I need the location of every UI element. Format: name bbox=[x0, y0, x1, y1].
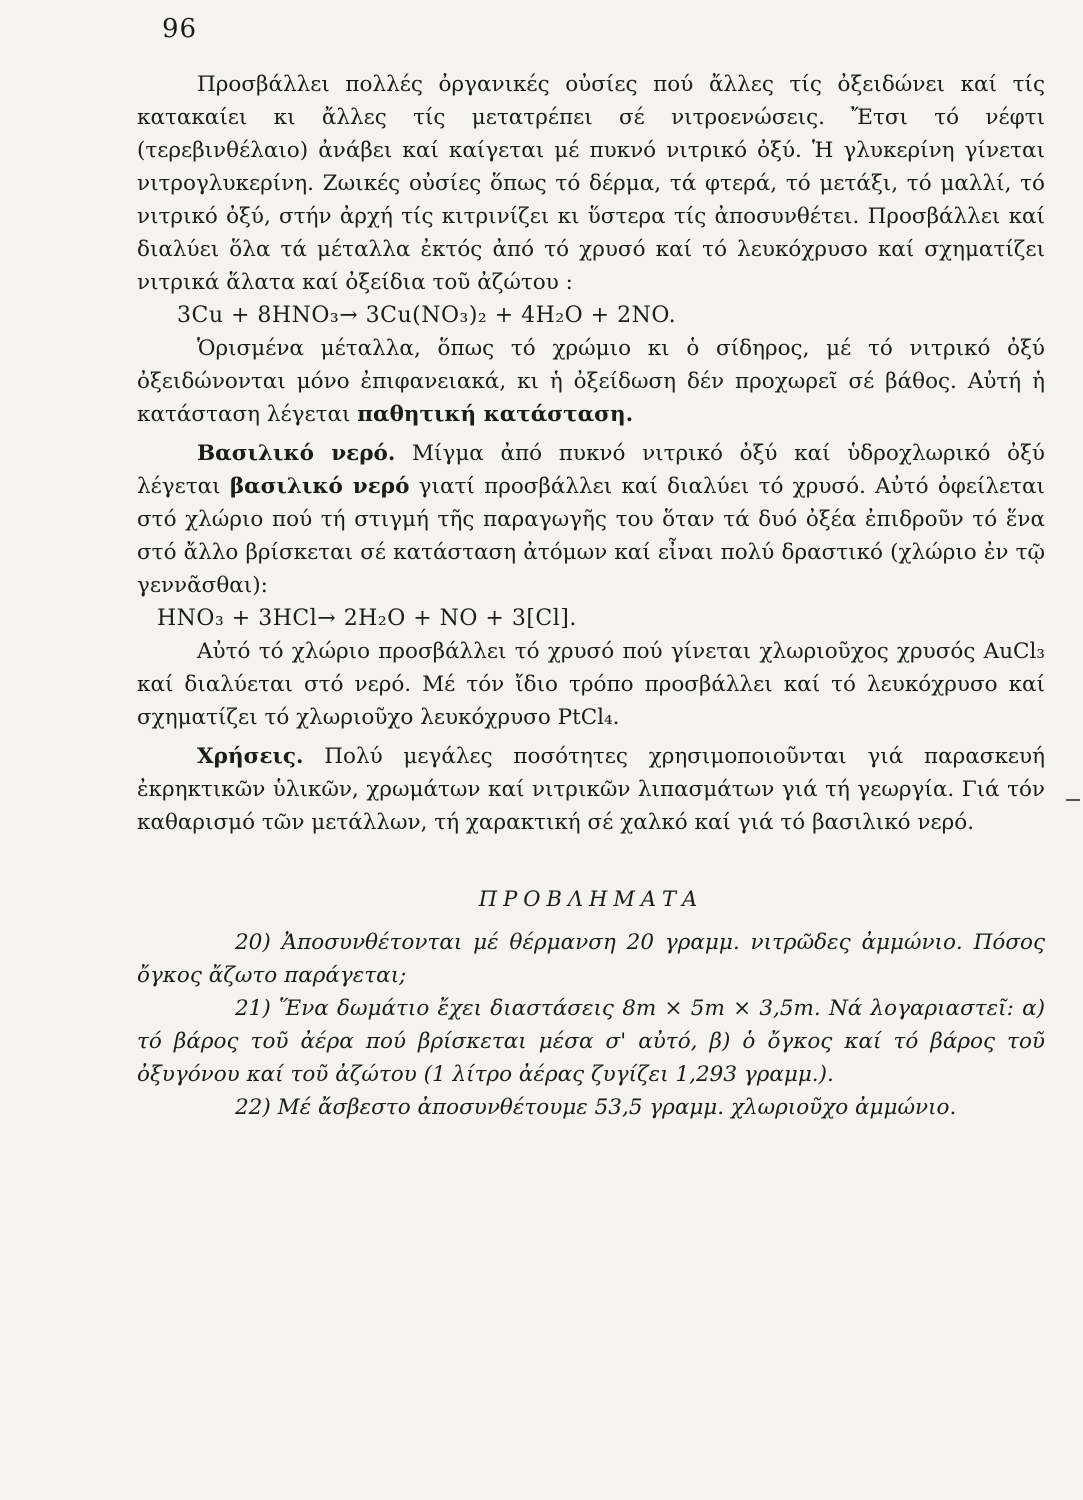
uses-text: Πολύ μεγάλες ποσότητες χρησιμοποιοῦνται γιά παρασκευή ἐκρηκτικῶν ὑλικῶν, χρωμάτων καί νιτρικῶν λιπασμάτων γιά τή γεωργία. Γιά τόν καθαρισμό τῶν μετάλλων, τή χαρακτική σέ χαλκό καί γιά τό βασιλικό νερό. bbox=[137, 744, 1045, 835]
problem-20: 20) Ἀποσυνθέτονται μέ θέρμανση 20 γραμμ. νιτρῶδες ἀμμώνιο. Πόσος ὄγκος ἄζωτο παράγεται; bbox=[137, 930, 1045, 988]
paragraph-aqua-regia bbox=[137, 437, 1045, 602]
paragraph-nitric-acid-organic: Προσβάλλει πολλές ὀργανικές οὐσίες πού ἄλλες τίς ὀξειδώνει καί τίς κατακαίει κι ἄλλες τίς μετατρέπει σέ νιτροενώσεις. Ἔτσι τό νέφτι (τερεβινθέλαιο) ἀνάβει καί καίγεται μέ πυκνό νιτρικό ὀξύ. Ἡ γλυκερίνη γίνεται νιτρογλυκερίνη. Ζωικές οὐσίες ὅπως τό δέρμα, τά φτερά, τό μετάξι, τό μαλλί, τό νιτρικό ὀξύ, στήν ἀρχή τίς κιτρινίζει κι ὕστερα τίς ἀποσυνθέτει. Προσβάλλει καί διαλύει ὅλα τά μέταλλα ἐκτός ἀπό τό χρυσό καί τό λευκόχρυσο καί σχηματίζει νιτρικά ἅλατα καί ὀξείδια τοῦ ἀζώτου : bbox=[137, 72, 1045, 295]
equation-copper-nitric: 3Cu + 8HNO₃→ 3Cu(NO₃)₂ + 4H₂O + 2NO. bbox=[177, 303, 677, 328]
margin-mark bbox=[1066, 799, 1080, 801]
paragraph-uses bbox=[137, 740, 1045, 839]
problems-title: ΠΡΟΒΛΗΜΑΤΑ bbox=[478, 887, 704, 911]
aqua-regia-term: βασιλικό νερό bbox=[229, 474, 410, 499]
page-number: 96 bbox=[162, 14, 198, 44]
aqua-regia-heading: Βασιλικό νερό. bbox=[197, 441, 396, 466]
aqua-regia-text-b: γιατί προσβάλλει καί διαλύει τό χρυσό. Αὐτό ὀφείλεται στό χλώριο πού τή στιγμή τῆς παραγωγῆς του ὅταν τά δυό ὀξέα ἐπιδροῦν τό ἕνα στό ἄλλο βρίσκεται σέ κατάσταση ἀτόμων καί εἶναι πολύ δραστικό (χλώριο ἐν τῷ γεννᾶσθαι): bbox=[137, 474, 1045, 598]
equation-aqua-regia: HNO₃ + 3HCl→ 2H₂O + NO + 3[Cl]. bbox=[157, 606, 577, 631]
uses-heading: Χρήσεις. bbox=[197, 744, 304, 769]
problem-21: 21) Ἕνα δωμάτιο ἔχει διαστάσεις 8m × 5m × 3,5m. Νά λογαριαστεῖ: α) τό βάρος τοῦ ἀέρα πού βρίσκεται μέσα σ' αὐτό, β) ὁ ὄγκος καί τό βάρος τοῦ ὀξυγόνου καί τοῦ ἀζώτου (1 λίτρο ἀέρας ζυγίζει 1,293 γραμμ.). bbox=[137, 996, 1045, 1087]
paragraph-gold-chloride: Αὐτό τό χλώριο προσβάλλει τό χρυσό πού γίνεται χλωριοῦχος χρυσός AuCl₃ καί διαλύεται στό νερό. Μέ τόν ἴδιο τρόπο προσβάλλει καί τό λευκόχρυσο καί σχηματίζει τό χλωριοῦχο λευκόχρυσο PtCl₄. bbox=[137, 639, 1045, 730]
paragraph-passive-state bbox=[137, 332, 1045, 431]
problem-22: 22) Μέ ἄσβεστο ἀποσυνθέτουμε 53,5 γραμμ. χλωριοῦχο ἀμμώνιο. bbox=[235, 1095, 957, 1120]
aqua-regia-text-a: Μίγμα ἀπό πυκνό νιτρικό ὀξύ καί ὑδροχλωρικό ὀξύ λέγεται bbox=[137, 441, 1045, 499]
passive-state-text: Ὁρισμένα μέταλλα, ὅπως τό χρώμιο κι ὁ σίδηρος, μέ τό νιτρικό ὀξύ ὀξειδώνονται μόνο ἐπιφανειακά, κι ἡ ὀξείδωση δέν προχωρεῖ σέ βάθος. Αὐτή ἡ κατάσταση λέγεται bbox=[137, 336, 1045, 427]
passive-state-term: παθητική κατάσταση. bbox=[357, 402, 634, 427]
page-body bbox=[137, 68, 1045, 1124]
